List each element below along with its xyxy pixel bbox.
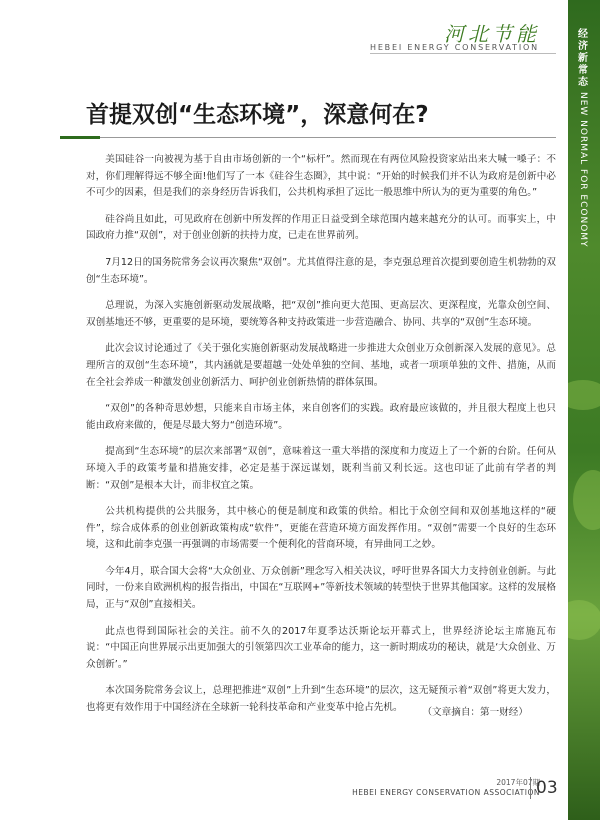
article-paragraph: 总理说，为深入实施创新驱动发展战略，把“双创”推向更大范围、更高层次、更深程度，光靠众创空间、双创基地还不够，更重要的是环境，要统筹各种支持政策进一步营造融合、协同、共享的“双创”生态环境。 (86, 300, 556, 328)
section-char: 新 (578, 53, 590, 64)
article-paragraph: 美国硅谷一向被视为基于自由市场创新的一个“标杆”。然而现在有两位风险投资家站出来大喊一嗓子：不对，你们理解得远不够全面!他们写了一本《硅谷生态圈》，其中说：“开始的时候我们并不认为政府是创新中必不可少的因素，但是我们的亲身经历告诉我们，公共机构承担了远比一般思维中所认为的更为重要的角色。” (86, 154, 556, 199)
article-paragraph: “双创”的各种奇思妙想，只能来自市场主体，来自创客们的实践。政府最应该做的，并且很大程度上也只能由政府来做的，便是尽最大努力“创造环境”。 (86, 403, 556, 431)
article-source: （文章摘自：第一财经） (422, 707, 528, 718)
leaf-decoration (573, 470, 600, 530)
title-divider (100, 137, 556, 138)
issue-label: 2017年07期 (496, 778, 540, 787)
article-paragraph: 本次国务院常务会议上，总理把推进“双创”上升到“生态环境”的层次，这无疑预示着“双创”将更大发力，也将更有效作用于中国经济在全球新一轮科技革命和产业变革中抢占先机。 (86, 685, 556, 714)
association-label: HEBEI ENERGY CONSERVATION ASSOCIATION (352, 788, 540, 797)
article-body (86, 152, 556, 727)
article-paragraph: 此点也得到国际社会的关注。前不久的2017年夏季达沃斯论坛开幕式上，世界经济论坛主席施瓦布说：“中国正向世界展示出更加强大的引领第四次工业革命的能力，这一新时期成功的秘诀，就是‘大众创业、万众创新’。” (86, 625, 556, 670)
article-paragraph: 此次会议讨论通过了《关于强化实施创新驱动发展战略进一步推进大众创业万众创新深入发展的意见》。总理所言的双创“生态环境”，其内涵就是要超越一处处单独的空间、基地，或者一项项单独的文件、措施，从而在全社会养成一种激发创业创新活力、呵护创业创新热情的群体氛围。 (86, 343, 556, 388)
section-sidebar (568, 0, 600, 820)
page-number: 03 (530, 777, 566, 799)
section-label-en: NEW NORMAL FOR ECONOMY (578, 92, 588, 248)
magazine-logo: 河北节能 (444, 22, 540, 46)
section-char: 经 (578, 29, 590, 40)
section-char: 济 (578, 41, 590, 52)
header-divider (370, 53, 556, 54)
article-paragraph: 今年4月，联合国大会将“大众创业、万众创新”理念写入相关决议，呼吁世界各国大力支持创业创新。与此同时，一份来自欧洲机构的报告指出，中国在“互联网+”等新技术领域的转型快于世界其他国家。这样的发展格局，正与“双创”直接相关。 (86, 565, 556, 611)
article-paragraph: 公共机构提供的公共服务，其中核心的便是制度和政策的供给。相比于众创空间和双创基地这样的“硬件”，综合成体系的创业创新政策构成“软件”，更能在营造环境方面发挥作用。“双创”需要一个良好的生态环境，这和此前李克强一再强调的市场需要一个便利化的营商环境，有异曲同工之妙。 (86, 506, 556, 551)
leaf-decoration (568, 380, 600, 410)
article-paragraph: 7月12日的国务院常务会议再次聚焦“双创”。尤其值得注意的是，李克强总理首次提到要创造生机勃勃的双创“生态环境”。 (86, 256, 556, 285)
article-paragraph: 硅谷尚且如此，可见政府在创新中所发挥的作用正日益受到全球范围内越来越充分的认可。而事实上，中国政府力推“双创”，对于创业创新的扶持力度，已走在世界前列。 (86, 213, 556, 242)
section-char: 态 (578, 77, 590, 88)
article-paragraph: 提高到“生态环境”的层次来部署“双创”，意味着这一重大举措的深度和力度迈上了一个新的台阶。任何从环境入手的政策考量和措施安排，必定是基于深远谋划，既利当前又利长远。这也印证了此前有学者的判断：“双创”是根本大计，而非权宜之策。 (86, 446, 556, 491)
leaf-decoration (568, 600, 600, 640)
section-char: 常 (578, 65, 590, 76)
article-title: 首提双创“生态环境”，深意何在? (86, 102, 429, 128)
section-label-cn (572, 30, 596, 88)
section-label (572, 30, 596, 248)
magazine-subtitle: HEBEI ENERGY CONSERVATION (370, 43, 539, 52)
page-footer (352, 778, 540, 798)
title-accent-bar (60, 136, 100, 139)
